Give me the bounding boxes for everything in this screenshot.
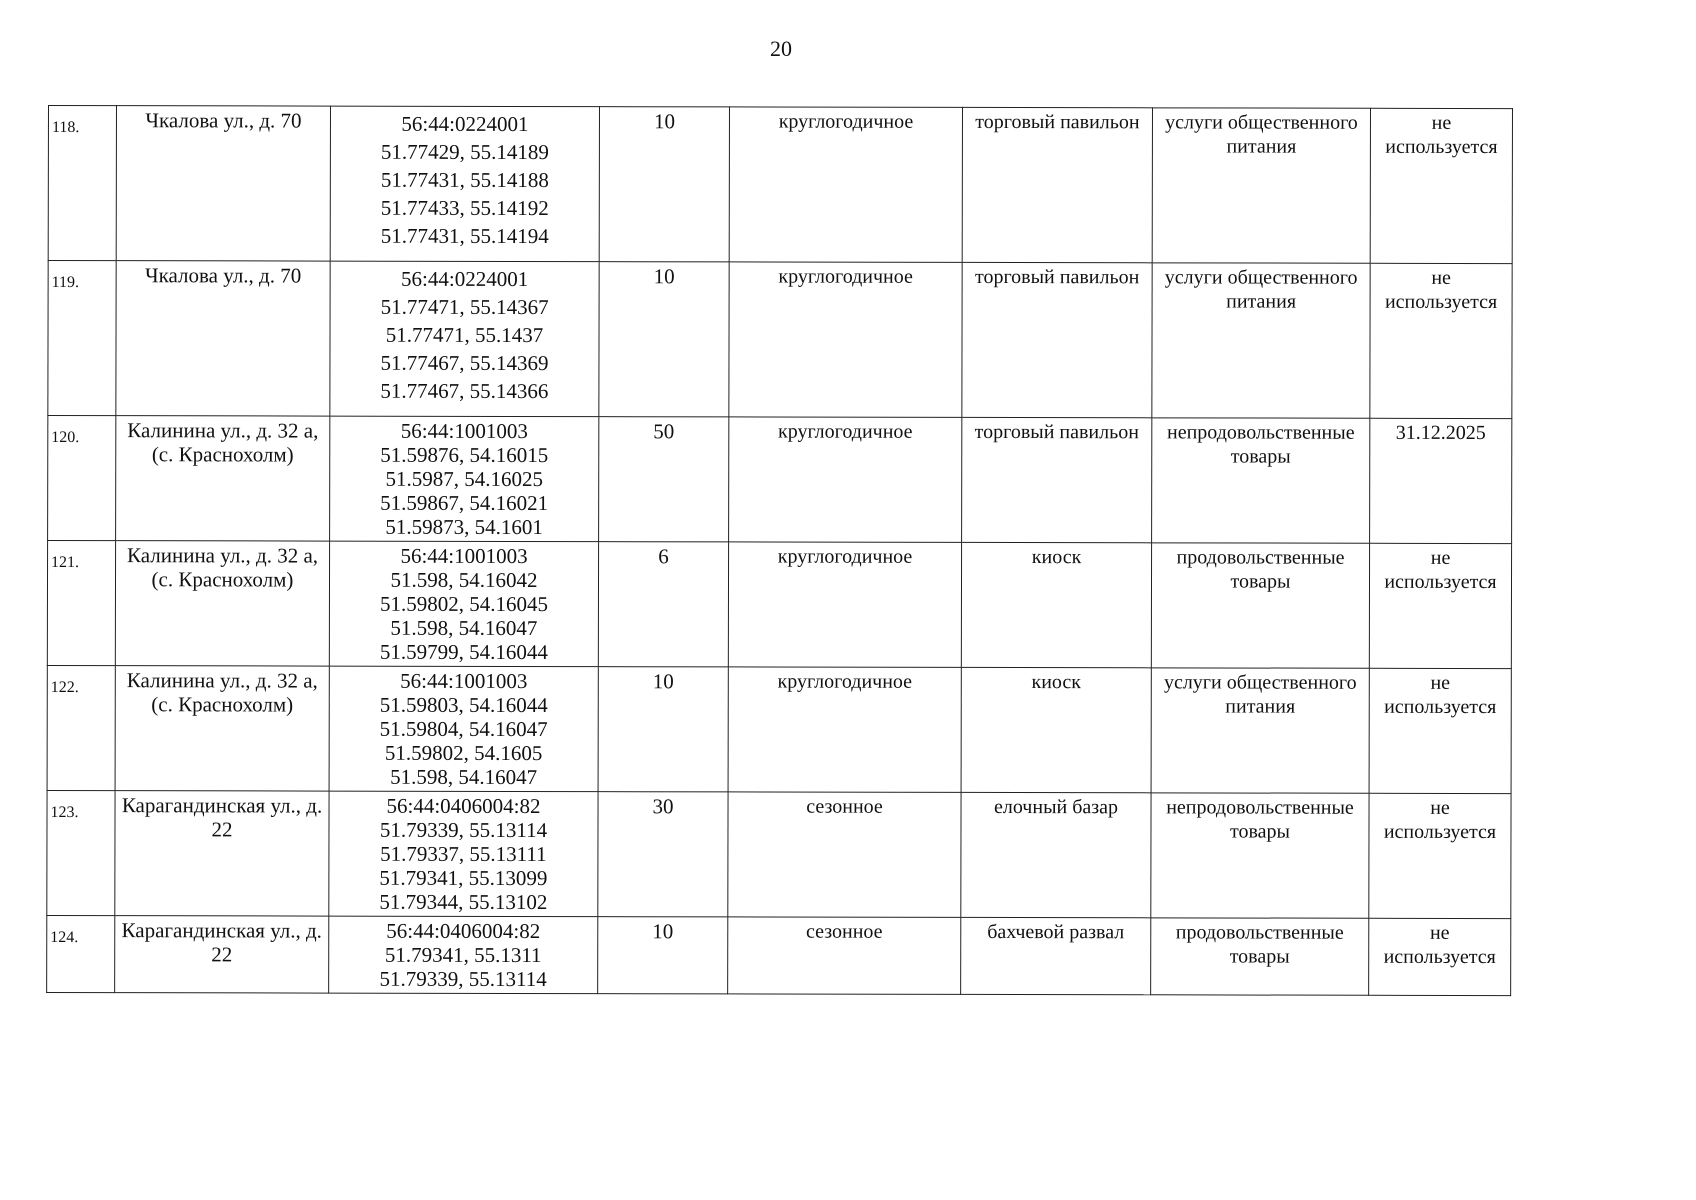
coordinate-line: 51.59867, 54.16021 [380,490,549,516]
address-cell: Калинина ул., д. 32 а, (с. Краснохолм) [115,666,329,791]
coordinate-line: 51.598, 54.16047 [390,764,538,790]
period-cell: круглогодичное [728,667,961,792]
area-cell: 30 [598,792,728,917]
page-number: 20 [770,36,792,61]
area-cell: 10 [598,667,728,792]
period-cell: круглогодичное [728,542,961,667]
table-row [47,665,1511,793]
term-cell: не используется [1370,263,1512,418]
coordinate-line: 51.79339, 55.13114 [379,817,548,843]
period-cell: круглогодичное [729,262,962,417]
area-cell: 6 [598,542,728,667]
coordinate-line: 51.59802, 54.16045 [379,591,548,617]
row-number: 119. [48,261,116,416]
coordinate-line: 51.5987, 54.16025 [385,466,543,492]
specialization-cell: продовольственные товары [1151,543,1369,668]
table-row [48,416,1512,544]
table-row [48,261,1512,419]
coordinate-line: 51.79344, 55.13102 [379,889,548,915]
coordinate-line: 51.79337, 55.13111 [380,841,547,867]
coordinate-line: 51.77471, 55.14367 [380,294,549,320]
table-row [47,790,1511,918]
row-number: 120. [48,416,116,541]
object-type-cell: торговый павильон [962,262,1152,417]
coordinates-cell [329,916,598,994]
address-cell: Калинина ул., д. 32 а, (с. Краснохолм) [116,416,330,541]
cadastral-number: 56:44:0406004:82 [386,793,541,819]
term-cell: не используется [1370,108,1512,263]
coordinate-line: 51.59804, 54.16047 [379,716,548,742]
cadastral-number: 56:44:1001003 [400,418,528,444]
term-cell: не используется [1369,543,1511,668]
row-number: 118. [48,106,116,261]
specialization-cell: непродовольственные товары [1151,793,1369,918]
placement-table [46,105,1513,996]
coordinate-line: 51.59803, 54.16044 [379,692,548,718]
coordinates-cell [329,666,598,792]
term-cell: не используется [1369,668,1511,793]
coordinate-line: 51.598, 54.16042 [390,567,538,593]
row-number: 121. [47,541,115,666]
coordinate-line: 51.79341, 55.13099 [379,865,548,891]
table-row [47,915,1511,995]
cadastral-number: 56:44:0224001 [401,266,529,292]
coordinate-line: 51.77471, 55.1437 [385,322,544,348]
coordinates-cell [329,541,598,667]
coordinate-line: 51.59802, 54.1605 [384,740,543,766]
coordinate-line: 51.59873, 54.1601 [385,514,543,540]
coordinates-cell [329,791,598,917]
address-cell: Чкалова ул., д. 70 [116,261,330,416]
object-type-cell: бахчевой развал [961,917,1151,994]
coordinate-line: 51.77433, 55.14192 [380,195,549,221]
address-cell: Карагандинская ул., д. 22 [115,791,329,916]
area-cell: 10 [599,262,729,417]
specialization-cell: непродовольственные товары [1152,418,1370,543]
coordinate-line: 51.79339, 55.13114 [379,966,547,992]
object-type-cell: киоск [961,542,1151,667]
cadastral-number: 56:44:1001003 [400,543,528,569]
row-number: 123. [47,790,115,915]
coordinates-cell [330,416,599,542]
table-row [47,541,1511,669]
coordinates-cell [330,106,599,262]
coordinate-line: 51.79341, 55.1311 [384,942,542,968]
object-type-cell: торговый павильон [962,417,1152,542]
cadastral-number: 56:44:1001003 [400,668,528,694]
specialization-cell: услуги общественного питания [1152,108,1370,263]
period-cell: круглогодичное [729,107,962,262]
table-row [48,106,1512,264]
area-cell: 10 [598,917,728,994]
specialization-cell: услуги общественного питания [1152,263,1370,418]
term-cell: 31.12.2025 [1370,418,1512,543]
area-cell: 10 [599,107,729,262]
term-cell: не используется [1369,918,1511,995]
specialization-cell: услуги общественного питания [1151,668,1369,793]
coordinate-line: 51.77467, 55.14366 [380,378,549,404]
coordinate-line: 51.77467, 55.14369 [380,350,549,376]
coordinate-line: 51.59799, 54.16044 [379,639,548,665]
coordinate-line: 51.77429, 55.14189 [380,139,549,165]
table-body [47,106,1513,996]
row-number: 122. [47,665,115,790]
coordinate-line: 51.59876, 54.16015 [380,442,549,468]
cadastral-number: 56:44:0224001 [401,111,529,137]
object-type-cell: торговый павильон [962,107,1152,262]
object-type-cell: киоск [961,667,1151,792]
address-cell: Карагандинская ул., д. 22 [115,916,329,993]
period-cell: круглогодичное [729,417,962,542]
area-cell: 50 [599,417,729,542]
cadastral-number: 56:44:0406004:82 [386,918,541,944]
coordinates-cell [330,261,599,417]
term-cell: не используется [1369,793,1511,918]
period-cell: сезонное [728,792,961,917]
coordinate-line: 51.77431, 55.14188 [380,167,549,193]
address-cell: Калинина ул., д. 32 а, (с. Краснохолм) [115,541,329,666]
address-cell: Чкалова ул., д. 70 [116,106,330,261]
row-number: 124. [47,915,115,992]
coordinate-line: 51.598, 54.16047 [390,615,538,641]
object-type-cell: елочный базар [961,792,1151,917]
specialization-cell: продовольственные товары [1151,918,1369,995]
period-cell: сезонное [728,917,961,994]
coordinate-line: 51.77431, 55.14194 [380,223,549,249]
